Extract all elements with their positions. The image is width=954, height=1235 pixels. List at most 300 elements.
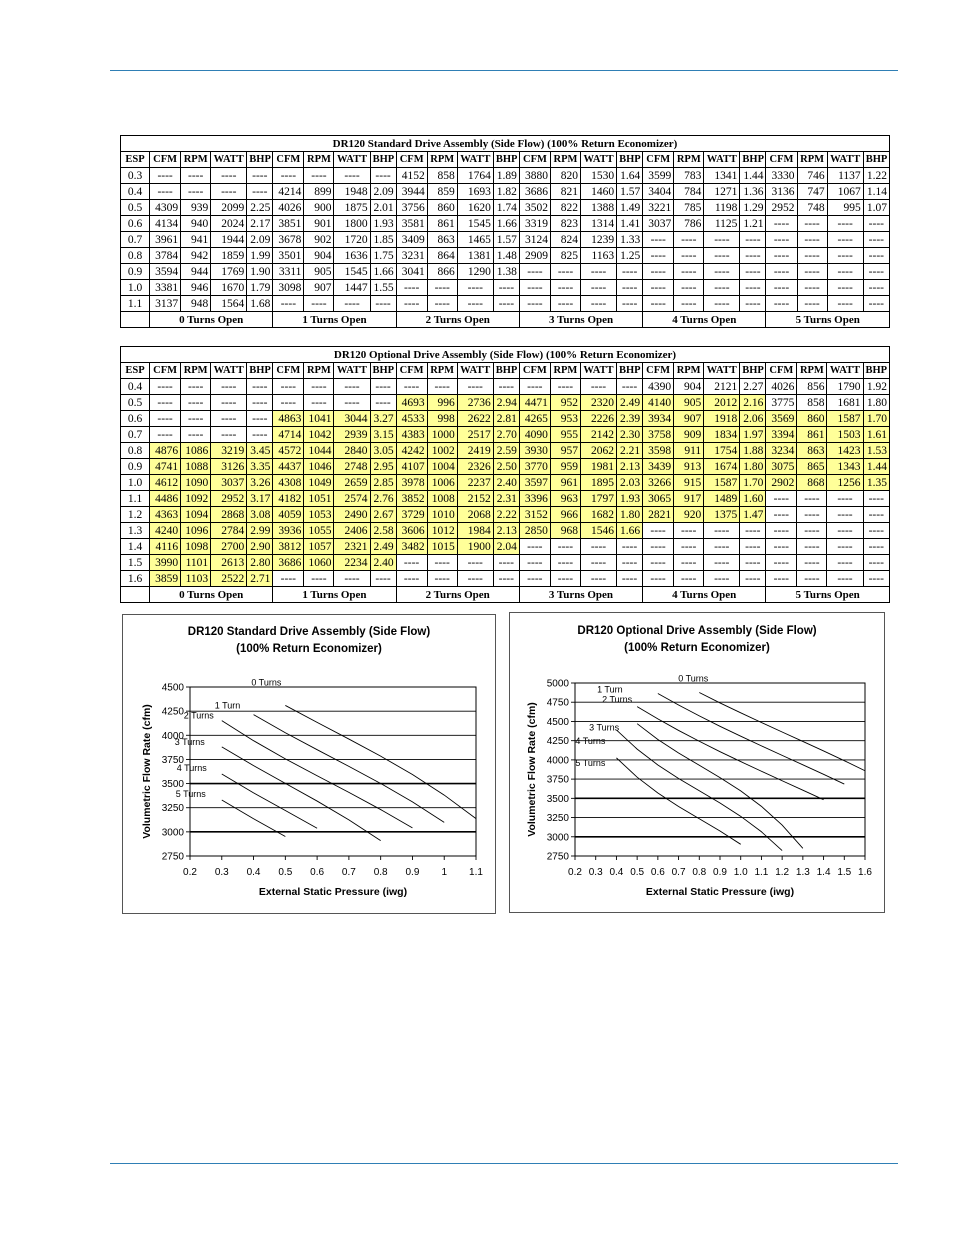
table-cell: 1000 <box>427 427 457 443</box>
table-cell: 2700 <box>211 539 247 555</box>
table-cell: ---- <box>797 571 827 587</box>
table-cell: 1.53 <box>863 443 889 459</box>
table-cell: 858 <box>797 395 827 411</box>
esp-cell: 1.4 <box>121 539 150 555</box>
table-cell: 1137 <box>827 168 863 184</box>
table-cell: 4437 <box>273 459 304 475</box>
x-tick-label: 0.2 <box>568 867 582 878</box>
table-cell: ---- <box>519 379 550 395</box>
table-cell: 747 <box>797 184 827 200</box>
x-tick-label: 0.3 <box>588 867 603 878</box>
column-header: RPM <box>427 363 457 379</box>
table-cell: 856 <box>797 379 827 395</box>
table-cell: 2784 <box>211 523 247 539</box>
table-cell: 1900 <box>457 539 493 555</box>
table-cell: 1545 <box>334 264 370 280</box>
column-header: CFM <box>766 152 797 168</box>
table-cell: 748 <box>797 200 827 216</box>
table-cell: 2.99 <box>247 523 273 539</box>
table-cell: ---- <box>740 232 766 248</box>
esp-header: ESP <box>121 152 150 168</box>
table-row <box>121 539 890 555</box>
table-cell: 1239 <box>581 232 617 248</box>
table-cell: ---- <box>550 379 580 395</box>
table-cell: ---- <box>766 523 797 539</box>
y-tick-label: 4250 <box>546 736 569 748</box>
table-cell: 1.74 <box>493 200 519 216</box>
x-tick-label: 0.6 <box>650 867 665 878</box>
table-cell: ---- <box>674 264 704 280</box>
column-header: WATT <box>704 363 740 379</box>
table-cell: 3266 <box>643 475 674 491</box>
table-cell: 1012 <box>427 523 457 539</box>
table-cell: 2419 <box>457 443 493 459</box>
table-cell: 2522 <box>211 571 247 587</box>
table-cell: ---- <box>150 427 181 443</box>
table-cell: 2.90 <box>247 539 273 555</box>
table-cell: 1.66 <box>617 523 643 539</box>
table-cell: 953 <box>550 411 580 427</box>
y-tick-label: 5000 <box>546 678 569 690</box>
table-row <box>121 443 890 459</box>
table-cell: 2574 <box>334 491 370 507</box>
table-cell: 1.41 <box>617 216 643 232</box>
table-cell: 4059 <box>273 507 304 523</box>
x-tick-label: 1.6 <box>858 867 872 878</box>
table-cell: 860 <box>797 411 827 427</box>
table-cell: 3686 <box>273 555 304 571</box>
table-cell: ---- <box>181 379 211 395</box>
table-cell: 2320 <box>580 395 616 411</box>
esp-header: ESP <box>121 363 150 379</box>
table-cell: 3678 <box>273 232 304 248</box>
table-cell: 2.31 <box>493 491 519 507</box>
table-cell: 944 <box>181 264 211 280</box>
y-tick-label: 3000 <box>546 832 569 844</box>
table-cell: 2099 <box>211 200 247 216</box>
optional-drive-chart-svg <box>510 613 884 912</box>
table-cell: ---- <box>674 248 704 264</box>
turns-open-label: 1 Turns Open <box>273 312 396 328</box>
table-cell: 2659 <box>334 475 370 491</box>
table-cell: ---- <box>643 264 674 280</box>
table-cell: 2622 <box>457 411 493 427</box>
table-cell: 4182 <box>273 491 304 507</box>
table-cell: 1.89 <box>493 168 519 184</box>
column-header: RPM <box>427 152 457 168</box>
table-cell: 4612 <box>150 475 181 491</box>
table-row <box>121 491 890 507</box>
table-cell: 2062 <box>580 443 616 459</box>
table-cell: 1256 <box>827 475 863 491</box>
table-cell: ---- <box>457 571 493 587</box>
table-cell: 2.27 <box>740 379 766 395</box>
table-cell: 3.05 <box>370 443 396 459</box>
table-cell: ---- <box>247 379 273 395</box>
series-label: 1 Turn <box>597 684 623 695</box>
table-cell: ---- <box>493 280 519 296</box>
series-label: 3 Turns <box>174 736 205 747</box>
table-cell: ---- <box>181 395 211 411</box>
table-cell: 1049 <box>304 475 334 491</box>
table-cell: 2868 <box>211 507 247 523</box>
table-cell: 1.57 <box>617 184 643 200</box>
table-cell: ---- <box>797 539 827 555</box>
table-cell: 784 <box>674 184 704 200</box>
table-cell: 899 <box>304 184 334 200</box>
table-cell: 1008 <box>427 491 457 507</box>
table-cell: 1341 <box>704 168 740 184</box>
table-cell: 4152 <box>396 168 427 184</box>
table-cell: 2.50 <box>493 459 519 475</box>
table-cell: 3597 <box>519 475 550 491</box>
table-row <box>121 523 890 539</box>
table-cell: ---- <box>643 523 674 539</box>
table-cell: 2326 <box>457 459 493 475</box>
table-cell: ---- <box>827 296 863 312</box>
column-header: RPM <box>550 152 580 168</box>
table-cell: 3934 <box>643 411 674 427</box>
table-cell: ---- <box>519 296 550 312</box>
table-cell: 1015 <box>427 539 457 555</box>
y-tick-label: 4750 <box>546 697 569 709</box>
table-cell: 3936 <box>273 523 304 539</box>
column-header: CFM <box>273 363 304 379</box>
turns-open-label: 4 Turns Open <box>643 587 766 603</box>
table-cell: ---- <box>580 379 616 395</box>
y-tick-label: 2750 <box>546 851 569 863</box>
table-cell: 4533 <box>396 411 427 427</box>
table-cell: ---- <box>550 264 580 280</box>
series-label: 5 Turns <box>175 788 206 799</box>
table-cell: ---- <box>740 539 766 555</box>
optional-drive-chart <box>509 612 885 913</box>
x-tick-label: 1.2 <box>775 867 790 878</box>
table-row <box>121 248 890 264</box>
table-cell: ---- <box>519 280 550 296</box>
table-cell: ---- <box>827 264 863 280</box>
table-cell: 1875 <box>334 200 370 216</box>
table-cell: 3.26 <box>247 475 273 491</box>
table-cell: 1460 <box>581 184 617 200</box>
table-cell: 963 <box>550 491 580 507</box>
table-cell: 3758 <box>643 427 674 443</box>
table-cell: 3152 <box>519 507 550 523</box>
column-header: CFM <box>150 363 181 379</box>
y-tick-label: 4250 <box>161 706 184 718</box>
table-cell: ---- <box>519 555 550 571</box>
table-cell: ---- <box>273 168 304 184</box>
table-cell: ---- <box>863 571 889 587</box>
table-cell: 1.44 <box>863 459 889 475</box>
table-cell: 1096 <box>181 523 211 539</box>
table-cell: ---- <box>581 280 617 296</box>
table-cell: ---- <box>211 395 247 411</box>
table-cell: 3775 <box>766 395 797 411</box>
table-cell: 3381 <box>150 280 181 296</box>
table-cell: ---- <box>550 296 580 312</box>
table-cell: 4026 <box>273 200 304 216</box>
table-cell: ---- <box>550 555 580 571</box>
x-tick-label: 0.2 <box>183 867 197 878</box>
table-cell: 959 <box>550 459 580 475</box>
table-cell: ---- <box>617 571 643 587</box>
table-cell: ---- <box>643 280 674 296</box>
table-cell: ---- <box>427 296 457 312</box>
y-tick-label: 4000 <box>546 755 569 767</box>
y-tick-label: 3500 <box>161 779 184 791</box>
table-cell: ---- <box>370 571 396 587</box>
table-cell: 1.61 <box>863 427 889 443</box>
table-cell: 4693 <box>396 395 427 411</box>
table-cell: 1.07 <box>863 200 889 216</box>
table-cell: ---- <box>150 168 181 184</box>
table-cell: 968 <box>550 523 580 539</box>
table-cell: 863 <box>427 232 457 248</box>
column-header: WATT <box>211 363 247 379</box>
table-cell: 3581 <box>396 216 427 232</box>
esp-cell: 0.6 <box>121 216 150 232</box>
table-cell: 4863 <box>273 411 304 427</box>
table-title: DR120 Optional Drive Assembly (Side Flow) (100% Return Economizer) <box>121 347 890 363</box>
table-cell: ---- <box>797 507 827 523</box>
table-cell: 1720 <box>334 232 370 248</box>
table-cell: ---- <box>273 571 304 587</box>
table-cell: 1.82 <box>493 184 519 200</box>
table-cell: ---- <box>863 264 889 280</box>
table-cell: 4116 <box>150 539 181 555</box>
table-cell: ---- <box>247 184 273 200</box>
table-cell: 1042 <box>304 427 334 443</box>
table-cell: 1918 <box>704 411 740 427</box>
table-cell: 2.85 <box>370 475 396 491</box>
table-cell: 4486 <box>150 491 181 507</box>
table-cell: ---- <box>740 264 766 280</box>
table-cell: ---- <box>827 507 863 523</box>
table-cell: ---- <box>581 264 617 280</box>
turns-open-label: 3 Turns Open <box>519 587 642 603</box>
standard-drive-chart-svg <box>123 615 495 913</box>
table-cell: 1.25 <box>617 248 643 264</box>
column-header: CFM <box>396 152 427 168</box>
column-header: BHP <box>370 152 396 168</box>
table-cell: 902 <box>304 232 334 248</box>
table-cell: ---- <box>704 571 740 587</box>
table-row <box>121 168 890 184</box>
table-cell: 3.08 <box>247 507 273 523</box>
table-cell: ---- <box>247 395 273 411</box>
table-cell: ---- <box>247 168 273 184</box>
table-cell: 2142 <box>580 427 616 443</box>
column-header: RPM <box>797 363 827 379</box>
table-cell: 1764 <box>457 168 493 184</box>
table-cell: 1088 <box>181 459 211 475</box>
column-header: CFM <box>396 363 427 379</box>
table-cell: 901 <box>304 216 334 232</box>
table-cell: ---- <box>766 571 797 587</box>
table-cell: 746 <box>797 168 827 184</box>
turns-open-label: 1 Turns Open <box>273 587 396 603</box>
table-cell: 3396 <box>519 491 550 507</box>
table-cell: 2.49 <box>617 395 643 411</box>
table-cell: 1620 <box>457 200 493 216</box>
table-cell: ---- <box>150 379 181 395</box>
optional-drive-table <box>120 346 890 603</box>
table-cell: 3221 <box>643 200 674 216</box>
column-header: RPM <box>181 363 211 379</box>
y-tick-label: 3250 <box>546 813 569 825</box>
table-cell: 1587 <box>704 475 740 491</box>
table-row <box>121 280 890 296</box>
series-label: 4 Turns <box>575 735 606 746</box>
table-cell: ---- <box>304 168 334 184</box>
table-cell: ---- <box>797 232 827 248</box>
table-cell: 1681 <box>827 395 863 411</box>
y-tick-label: 3500 <box>546 793 569 805</box>
table-cell: ---- <box>674 296 704 312</box>
esp-cell: 1.3 <box>121 523 150 539</box>
table-cell: 3126 <box>211 459 247 475</box>
column-header: WATT <box>334 152 370 168</box>
table-row <box>121 427 890 443</box>
table-cell: ---- <box>493 379 519 395</box>
table-cell: 1984 <box>457 523 493 539</box>
table-cell: 3394 <box>766 427 797 443</box>
table-cell: ---- <box>674 280 704 296</box>
esp-cell: 0.7 <box>121 427 150 443</box>
y-tick-label: 3750 <box>161 754 184 766</box>
table-cell: 2237 <box>457 475 493 491</box>
table-cell: 948 <box>181 296 211 312</box>
table-cell: ---- <box>740 571 766 587</box>
table-cell: ---- <box>827 571 863 587</box>
table-cell: 858 <box>427 168 457 184</box>
table-cell: ---- <box>211 379 247 395</box>
table-cell: 785 <box>674 200 704 216</box>
y-tick-label: 4500 <box>546 716 569 728</box>
table-row <box>121 571 890 587</box>
column-header: RPM <box>674 152 704 168</box>
table-cell: 868 <box>797 475 827 491</box>
table-cell: ---- <box>273 296 304 312</box>
column-header: CFM <box>273 152 304 168</box>
table-cell: ---- <box>766 264 797 280</box>
table-cell: 1.21 <box>740 216 766 232</box>
table-cell: 2234 <box>334 555 370 571</box>
table-cell: 3.27 <box>370 411 396 427</box>
esp-cell: 0.6 <box>121 411 150 427</box>
table-cell: 3439 <box>643 459 674 475</box>
y-tick-label: 4500 <box>161 682 184 694</box>
table-cell: 2821 <box>643 507 674 523</box>
table-cell: 3231 <box>396 248 427 264</box>
table-cell: 3599 <box>643 168 674 184</box>
table-cell: ---- <box>211 184 247 200</box>
table-cell: 2748 <box>334 459 370 475</box>
table-cell: ---- <box>150 411 181 427</box>
table-cell: 1006 <box>427 475 457 491</box>
table-cell: 1041 <box>304 411 334 427</box>
table-cell: 863 <box>797 443 827 459</box>
table-cell: ---- <box>704 232 740 248</box>
y-tick-label: 3750 <box>546 774 569 786</box>
table-cell: 2613 <box>211 555 247 571</box>
chart-subtitle: (100% Return Economizer) <box>624 642 770 654</box>
footer-rule <box>110 1163 898 1164</box>
table-cell: 2.59 <box>493 443 519 459</box>
table-cell: ---- <box>519 571 550 587</box>
table-cell: 1381 <box>457 248 493 264</box>
table-cell: ---- <box>580 539 616 555</box>
table-cell: 1057 <box>304 539 334 555</box>
table-cell: 3124 <box>519 232 550 248</box>
table-cell: 2.09 <box>370 184 396 200</box>
table-cell: ---- <box>827 280 863 296</box>
table-cell: 961 <box>550 475 580 491</box>
table-cell: 2.16 <box>740 395 766 411</box>
table-cell: 1271 <box>704 184 740 200</box>
table-cell: ---- <box>427 571 457 587</box>
table-cell: 2.67 <box>370 507 396 523</box>
table-cell: 1636 <box>334 248 370 264</box>
table-cell: 1004 <box>427 459 457 475</box>
table-cell: 2952 <box>211 491 247 507</box>
table-cell: 905 <box>304 264 334 280</box>
table-cell: ---- <box>797 296 827 312</box>
table-cell: 1.70 <box>740 475 766 491</box>
table-cell: 2939 <box>334 427 370 443</box>
table-cell: 3319 <box>519 216 550 232</box>
table-cell: 904 <box>674 379 704 395</box>
x-axis-label: External Static Pressure (iwg) <box>645 886 795 898</box>
table-cell: 866 <box>427 264 457 280</box>
table-row <box>121 216 890 232</box>
table-cell: 996 <box>427 395 457 411</box>
table-cell: 3065 <box>643 491 674 507</box>
series-label: 5 Turns <box>575 757 606 768</box>
table-cell: ---- <box>334 395 370 411</box>
table-cell: 4308 <box>273 475 304 491</box>
table-cell: 2.04 <box>493 539 519 555</box>
series-label: 0 Turns <box>251 677 282 688</box>
table-cell: 2.70 <box>493 427 519 443</box>
plot-area <box>190 687 476 856</box>
table-cell: 3.17 <box>247 491 273 507</box>
table-cell: 822 <box>550 200 580 216</box>
table-cell: 3930 <box>519 443 550 459</box>
table-cell: 2.30 <box>617 427 643 443</box>
table-cell: 1545 <box>457 216 493 232</box>
table-cell: ---- <box>181 184 211 200</box>
table-cell: 3137 <box>150 296 181 312</box>
column-header: BHP <box>370 363 396 379</box>
esp-cell: 0.4 <box>121 379 150 395</box>
x-tick-label: 0.5 <box>630 867 645 878</box>
table-cell: 1546 <box>580 523 616 539</box>
table-cell: 1092 <box>181 491 211 507</box>
table-cell: 3098 <box>273 280 304 296</box>
table-cell: ---- <box>766 216 797 232</box>
table-cell: 3037 <box>211 475 247 491</box>
column-header: BHP <box>493 152 519 168</box>
table-cell: 1053 <box>304 507 334 523</box>
column-header: WATT <box>334 363 370 379</box>
table-cell: 2.03 <box>617 475 643 491</box>
table-cell: 939 <box>181 200 211 216</box>
table-cell: ---- <box>396 571 427 587</box>
column-header: CFM <box>519 363 550 379</box>
table-cell: 3.45 <box>247 443 273 459</box>
